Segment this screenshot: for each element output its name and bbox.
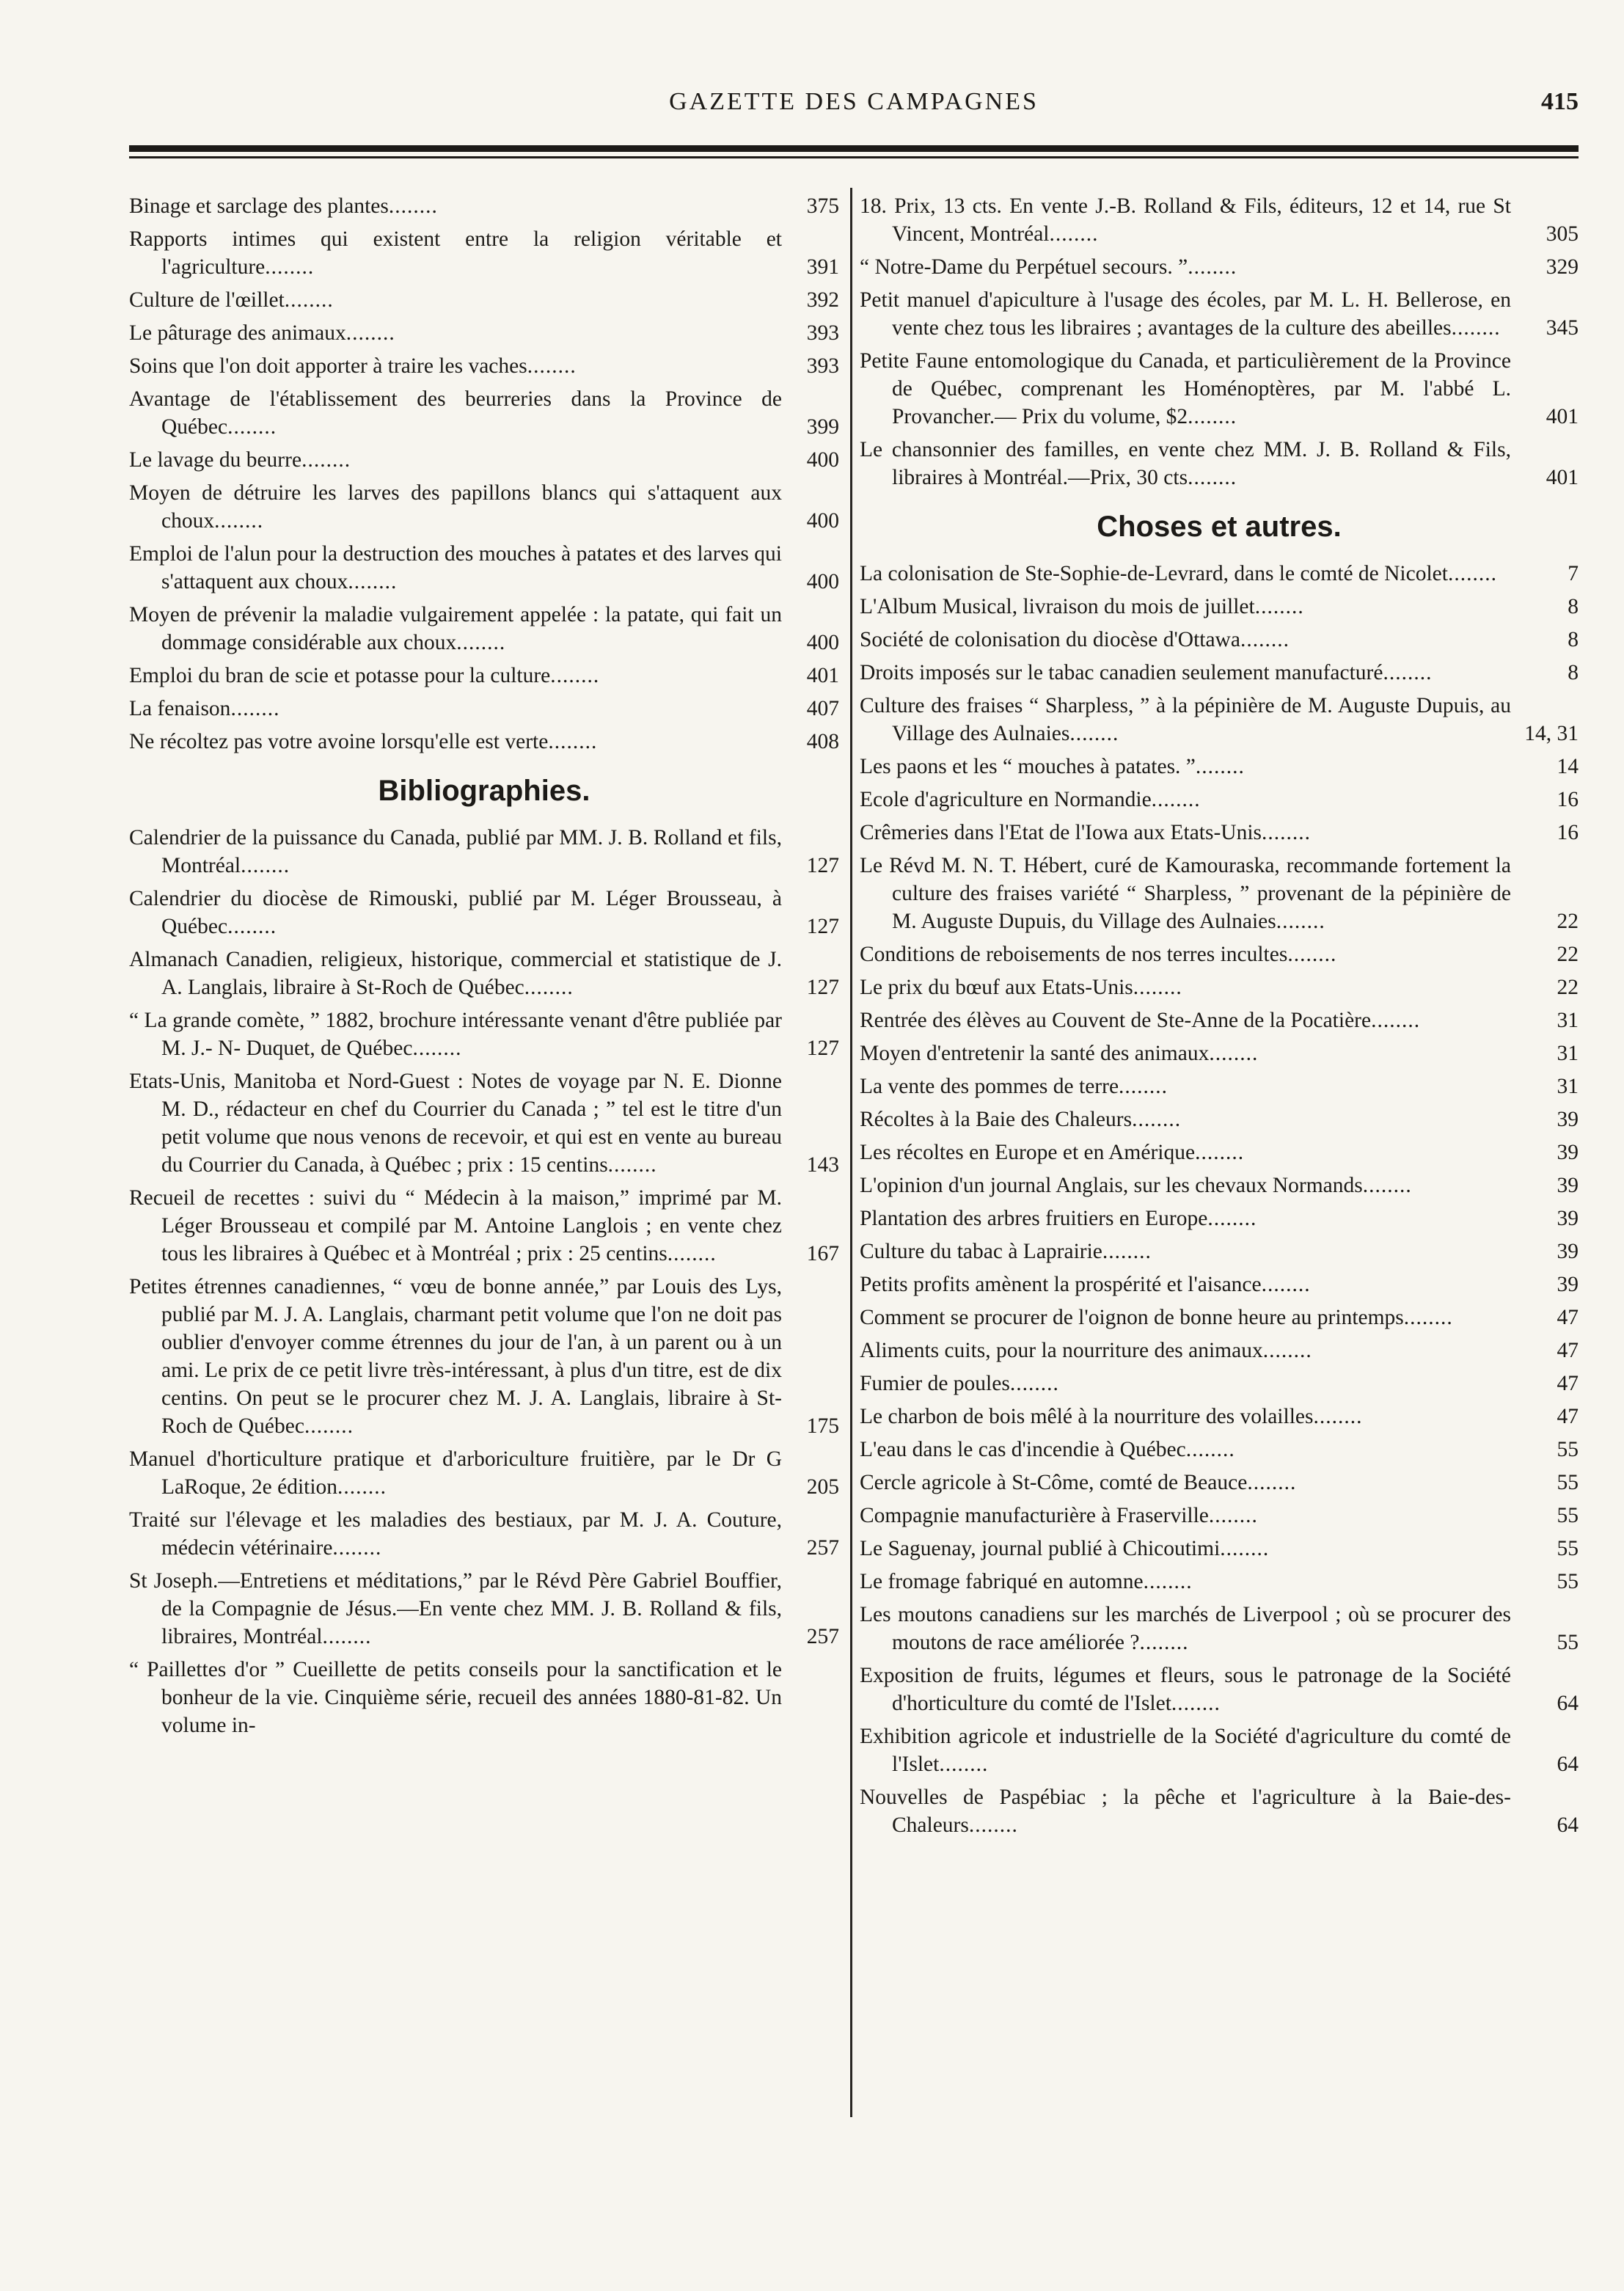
- entry-title: Recueil de recettes : suivi du “ Médecin à la maison,” imprimé par M. Léger Brousseau et compilé par M. Antoine Langlois ; en vente chez tous les libraires à Québec et à Montréal ; prix : 25 centins: [129, 1186, 782, 1265]
- entry-title: Petites étrennes canadiennes, “ vœu de bonne année,” par Louis des Lys, publié par M. J. A. Langlais, charmant petit volume que l'on ne doit pas oublier d'envoyer comme étrennes du jour de l'an, à un parent ou à un ami. Le prix de ce petit livre très-intéressant, à plus d'un titre, est de dix centins. On peut se le procurer chez M. J. A. Langlais, libraire à St-Roch de Québec: [129, 1275, 782, 1438]
- leader-dots: ........: [1254, 595, 1304, 618]
- entry-title: Rentrée des élèves au Couvent de Ste-Anne de la Pocatière: [860, 1009, 1372, 1032]
- index-entry: [129, 446, 839, 474]
- entry-page-number: 143: [806, 1153, 839, 1177]
- leader-dots: ........: [1371, 1009, 1421, 1032]
- leader-dots: ........: [1139, 1631, 1189, 1654]
- page-number: 415: [1541, 88, 1579, 115]
- entry-title: Culture de l'œillet: [129, 288, 285, 312]
- index-entry: [860, 1205, 1579, 1232]
- entry-page-number: 55: [1557, 1504, 1579, 1527]
- entry-title: Etats-Unis, Manitoba et Nord-Guest : Notes de voyage par N. E. Dionne M. D., rédacteur en chef du Courrier du Canada ; ” tel est le titre d'un petit volume que nous venons de recevoir, et qui est en vente au bureau du Courrier du Canada, à Québec ; prix : 15 centins: [129, 1070, 782, 1177]
- entry-title: Compagnie manufacturière à Fraserville: [860, 1504, 1209, 1527]
- leader-dots: ........: [227, 915, 277, 938]
- index-entry: [860, 1535, 1579, 1563]
- leader-dots: ........: [607, 1153, 657, 1177]
- index-entry: [860, 1039, 1579, 1067]
- index-entry: [129, 225, 839, 281]
- entry-page-number: 31: [1557, 1042, 1579, 1065]
- index-entry: [129, 728, 839, 756]
- index-entry: [860, 1568, 1579, 1596]
- entry-title: Avantage de l'établissement des beurreries dans la Province de Québec: [129, 387, 782, 439]
- entry-page-number: 8: [1568, 628, 1579, 651]
- index-entry: [860, 1073, 1579, 1100]
- leader-dots: ........: [1209, 1042, 1259, 1065]
- entry-page-number: 39: [1557, 1108, 1579, 1131]
- entry-page-number: 391: [806, 255, 839, 279]
- leader-dots: ........: [332, 1536, 382, 1560]
- entry-title: Calendrier du diocèse de Rimouski, publié par M. Léger Brousseau, à Québec: [129, 887, 782, 938]
- entry-page-number: 55: [1557, 1631, 1579, 1654]
- index-entry: [129, 479, 839, 535]
- leader-dots: ........: [1362, 1174, 1412, 1197]
- entry-title: Conditions de reboisements de nos terres incultes: [860, 943, 1288, 966]
- index-entry: [129, 695, 839, 723]
- index-entry: [860, 436, 1579, 492]
- entry-page-number: 47: [1557, 1306, 1579, 1329]
- index-entry: [860, 1403, 1579, 1430]
- leader-dots: ........: [265, 255, 315, 279]
- entry-page-number: 8: [1568, 661, 1579, 684]
- entry-page-number: 401: [806, 664, 839, 687]
- entry-page-number: 167: [806, 1242, 839, 1265]
- leader-dots: ........: [304, 1414, 354, 1438]
- entry-title: “ Paillettes d'or ” Cueillette de petits conseils pour la sanctification et le bonheur de la vie. Cinquième série, recueil des années 1880-81-82. Un volume in-: [129, 1658, 782, 1737]
- index-entry: [129, 946, 839, 1001]
- leader-dots: ........: [348, 570, 398, 593]
- entry-title: Ecole d'agriculture en Normandie: [860, 788, 1152, 811]
- entry-title: Exposition de fruits, légumes et fleurs, sous le patronage de la Société d'horticulture du comté de l'Islet: [860, 1664, 1511, 1715]
- entry-title: Le pâturage des animaux: [129, 321, 346, 345]
- index-entry: [860, 253, 1579, 281]
- entry-title: Cercle agricole à St-Côme, comté de Beauce: [860, 1471, 1248, 1494]
- entry-page-number: 127: [806, 1037, 839, 1060]
- entry-title: Petits profits amènent la prospérité et l'aisance: [860, 1273, 1262, 1296]
- entry-title: Moyen de prévenir la maladie vulgairement appelée : la patate, qui fait un dommage considérable aux choux: [129, 603, 782, 654]
- leader-dots: ........: [1133, 976, 1182, 999]
- entry-page-number: 47: [1557, 1339, 1579, 1362]
- leader-dots: ........: [337, 1475, 387, 1499]
- leader-dots: ........: [1185, 1438, 1235, 1461]
- entry-title: Aliments cuits, pour la nourriture des animaux: [860, 1339, 1263, 1362]
- entry-title: Le Saguenay, journal publié à Chicoutimi: [860, 1537, 1221, 1560]
- entry-page-number: 22: [1557, 943, 1579, 966]
- entry-title: “ La grande comète, ” 1882, brochure intéressante venant d'être publiée par M. J.- N- Duquet, de Québec: [129, 1009, 782, 1060]
- entry-page-number: 393: [806, 354, 839, 378]
- entry-title: Les récoltes en Europe et en Amérique: [860, 1141, 1196, 1164]
- index-entry: [129, 601, 839, 657]
- entry-title: Culture des fraises “ Sharpless, ” à la pépinière de M. Auguste Dupuis, au Village des Aulnaies: [860, 694, 1511, 745]
- entry-title: Ne récoltez pas votre avoine lorsqu'elle est verte: [129, 730, 549, 753]
- entry-page-number: 400: [806, 631, 839, 654]
- index-entry: [860, 1601, 1579, 1656]
- leader-dots: ........: [1188, 466, 1237, 489]
- entry-page-number: 399: [806, 415, 839, 439]
- leader-dots: ........: [1102, 1240, 1152, 1263]
- leader-dots: ........: [1261, 1273, 1311, 1296]
- index-entry: [860, 1106, 1579, 1133]
- leader-dots: ........: [548, 730, 598, 753]
- index-entry: [860, 786, 1579, 814]
- entry-page-number: 31: [1557, 1075, 1579, 1098]
- entry-title: La vente des pommes de terre: [860, 1075, 1119, 1098]
- entry-title: Exhibition agricole et industrielle de la Société d'agriculture du comté de l'Islet: [860, 1725, 1511, 1776]
- entry-page-number: 47: [1557, 1405, 1579, 1428]
- entry-title: Manuel d'horticulture pratique et d'arboriculture fruitière, par le Dr G LaRoque, 2e édition: [129, 1447, 782, 1499]
- index-entry: [860, 659, 1579, 687]
- entry-page-number: 55: [1557, 1570, 1579, 1593]
- running-title: GAZETTE DES CAMPAGNES: [669, 88, 1039, 115]
- entry-title: Nouvelles de Paspébiac ; la pêche et l'agriculture à la Baie-des-Chaleurs: [860, 1786, 1511, 1837]
- right-column: [860, 192, 1579, 1844]
- entry-page-number: 175: [806, 1414, 839, 1438]
- leader-dots: ........: [550, 664, 600, 687]
- bibliographies-heading: Bibliographies.: [378, 775, 590, 807]
- index-entry: [129, 1006, 839, 1062]
- entry-page-number: 14, 31: [1524, 722, 1579, 745]
- index-entry: [860, 192, 1579, 248]
- entry-title: Le charbon de bois mêlé à la nourriture des volailles: [860, 1405, 1314, 1428]
- entry-title: Les paons et les “ mouches à patates. ”: [860, 755, 1196, 778]
- leader-dots: ........: [1049, 222, 1099, 246]
- leader-dots: ........: [214, 509, 264, 533]
- index-entry: [129, 1506, 839, 1562]
- leader-dots: ........: [388, 194, 438, 218]
- index-entry: [129, 1567, 839, 1651]
- leader-dots: ........: [227, 415, 277, 439]
- leader-dots: ........: [456, 631, 506, 654]
- entry-page-number: 22: [1557, 976, 1579, 999]
- entry-title: L'eau dans le cas d'incendie à Québec: [860, 1438, 1186, 1461]
- index-entry: [129, 1445, 839, 1501]
- leader-dots: ........: [322, 1625, 372, 1648]
- index-entry: [860, 940, 1579, 968]
- entry-title: Récoltes à la Baie des Chaleurs: [860, 1108, 1133, 1131]
- bibliographies-list-left: [129, 824, 839, 1739]
- entry-page-number: 305: [1546, 222, 1579, 246]
- entry-page-number: 400: [806, 448, 839, 472]
- entry-title: Plantation des arbres fruitiers en Europe: [860, 1207, 1208, 1230]
- choses-heading: Choses et autres.: [1097, 511, 1342, 543]
- entry-page-number: 16: [1557, 821, 1579, 844]
- leader-dots: ........: [968, 1813, 1018, 1837]
- index-entry: [860, 1469, 1579, 1497]
- index-entry: [129, 885, 839, 940]
- index-entry: [860, 1722, 1579, 1778]
- entry-title: “ Notre-Dame du Perpétuel secours. ”: [860, 255, 1188, 279]
- entry-page-number: 39: [1557, 1240, 1579, 1263]
- entry-title: Comment se procurer de l'oignon de bonne heure au printemps: [860, 1306, 1404, 1329]
- leader-dots: ........: [1208, 1504, 1258, 1527]
- index-entry: [129, 286, 839, 314]
- entry-title: Traité sur l'élevage et les maladies des bestiaux, par M. J. A. Couture, médecin vétérinaire: [129, 1508, 782, 1560]
- leader-dots: ........: [1171, 1692, 1221, 1715]
- entry-title: La colonisation de Ste-Sophie-de-Levrard, dans le comté de Nicolet: [860, 562, 1448, 585]
- leader-dots: ........: [1195, 755, 1245, 778]
- entry-page-number: 127: [806, 915, 839, 938]
- entry-title: Société de colonisation du diocèse d'Ottawa: [860, 628, 1240, 651]
- leader-dots: ........: [1383, 661, 1433, 684]
- leader-dots: ........: [1143, 1570, 1193, 1593]
- index-entry: [860, 1006, 1579, 1034]
- entry-page-number: 401: [1546, 405, 1579, 428]
- entry-title: Les moutons canadiens sur les marchés de Liverpool ; où se procurer des moutons de race améliorée ?: [860, 1603, 1511, 1654]
- index-entry: [129, 385, 839, 441]
- entry-page-number: 257: [806, 1625, 839, 1648]
- leader-dots: ........: [1287, 943, 1337, 966]
- leader-dots: ........: [1276, 910, 1325, 933]
- entry-title: L'Album Musical, livraison du mois de juillet: [860, 595, 1255, 618]
- leader-dots: ........: [1403, 1306, 1453, 1329]
- entry-page-number: 55: [1557, 1471, 1579, 1494]
- index-entry: [860, 560, 1579, 588]
- header-rule-thick: [129, 145, 1579, 152]
- entry-page-number: 47: [1557, 1372, 1579, 1395]
- index-entry: [860, 347, 1579, 431]
- index-entry: [860, 819, 1579, 847]
- entry-title: Emploi du bran de scie et potasse pour la culture: [129, 664, 551, 687]
- entry-title: L'opinion d'un journal Anglais, sur les chevaux Normands: [860, 1174, 1363, 1197]
- entry-page-number: 64: [1557, 1753, 1579, 1776]
- entry-title: Binage et sarclage des plantes: [129, 194, 389, 218]
- index-entry: [860, 852, 1579, 935]
- index-entry: [860, 286, 1579, 342]
- entry-title: Crêmeries dans l'Etat de l'Iowa aux Etats-Unis: [860, 821, 1262, 844]
- index-entry: [129, 1067, 839, 1179]
- index-entry: [860, 626, 1579, 654]
- entry-page-number: 127: [806, 976, 839, 999]
- entry-page-number: 39: [1557, 1174, 1579, 1197]
- entry-page-number: 55: [1557, 1438, 1579, 1461]
- entry-title: Le fromage fabriqué en automne: [860, 1570, 1144, 1593]
- entry-title: Fumier de poules: [860, 1372, 1010, 1395]
- entry-title: Le prix du bœuf aux Etats-Unis: [860, 976, 1133, 999]
- entry-page-number: 127: [806, 854, 839, 877]
- index-entry: [860, 1139, 1579, 1166]
- index-entry: [860, 1172, 1579, 1199]
- index-entry: [860, 1304, 1579, 1331]
- entry-page-number: 393: [806, 321, 839, 345]
- entry-page-number: 257: [806, 1536, 839, 1560]
- entry-title: Le chansonnier des familles, en vente chez MM. J. B. Rolland & Fils, libraires à Montréal.—Prix, 30 cts: [860, 438, 1511, 489]
- leader-dots: ........: [1188, 255, 1237, 279]
- entry-title: Soins que l'on doit apporter à traire les vaches: [129, 354, 527, 378]
- entry-page-number: 39: [1557, 1207, 1579, 1230]
- entry-title: Culture du tabac à Laprairie: [860, 1240, 1102, 1263]
- index-entry: [860, 1502, 1579, 1530]
- index-entry: [129, 1656, 839, 1739]
- entry-page-number: 14: [1557, 755, 1579, 778]
- leader-dots: ........: [1119, 1075, 1168, 1098]
- entry-page-number: 8: [1568, 595, 1579, 618]
- entry-page-number: 400: [806, 509, 839, 533]
- header-rule-thin: [129, 156, 1579, 158]
- leader-dots: ........: [284, 288, 334, 312]
- entry-title: La fenaison: [129, 697, 231, 720]
- entry-page-number: 39: [1557, 1273, 1579, 1296]
- entry-page-number: 31: [1557, 1009, 1579, 1032]
- leader-dots: ........: [230, 697, 280, 720]
- entry-page-number: 408: [806, 730, 839, 753]
- leader-dots: ........: [1240, 628, 1290, 651]
- leader-dots: ........: [1009, 1372, 1059, 1395]
- entry-title: Rapports intimes qui existent entre la religion véritable et l'agriculture: [129, 227, 782, 279]
- entry-page-number: 7: [1568, 562, 1579, 585]
- entry-title: Le Révd M. N. T. Hébert, curé de Kamouraska, recommande fortement la culture des fraises variété “ Sharpless, ” provenant de la pépinière de M. Auguste Dupuis, du Village des Aulnaies: [860, 854, 1511, 933]
- leader-dots: ........: [1151, 788, 1201, 811]
- agriculture-index-list: [129, 192, 839, 756]
- entry-title: Moyen d'entretenir la santé des animaux: [860, 1042, 1210, 1065]
- entry-page-number: 329: [1546, 255, 1579, 279]
- index-entry: [860, 753, 1579, 781]
- index-entry: [129, 540, 839, 596]
- entry-page-number: 55: [1557, 1537, 1579, 1560]
- leader-dots: ........: [1447, 562, 1497, 585]
- index-entry: [860, 1337, 1579, 1364]
- index-entry: [129, 192, 839, 220]
- entry-title: 18. Prix, 13 cts. En vente J.-B. Rolland & Fils, éditeurs, 12 et 14, rue St Vincent, Montréal: [860, 194, 1511, 246]
- index-entry: [860, 973, 1579, 1001]
- index-entry: [129, 1184, 839, 1268]
- leader-dots: ........: [1313, 1405, 1363, 1428]
- index-entry: [860, 1436, 1579, 1464]
- leader-dots: ........: [1069, 722, 1119, 745]
- index-entry: [860, 692, 1579, 748]
- entry-page-number: 400: [806, 570, 839, 593]
- left-column: [129, 192, 839, 1744]
- leader-dots: ........: [527, 354, 577, 378]
- leader-dots: ........: [524, 976, 574, 999]
- index-entry: [860, 1271, 1579, 1298]
- index-entry: [129, 352, 839, 380]
- index-entry: [129, 1273, 839, 1440]
- leader-dots: ........: [1220, 1537, 1270, 1560]
- entry-title: Almanach Canadien, religieux, historique, commercial et statistique de J. A. Langlais, libraire à St-Roch de Québec: [129, 948, 782, 999]
- index-entry: [860, 1783, 1579, 1839]
- leader-dots: ........: [939, 1753, 989, 1776]
- entry-page-number: 64: [1557, 1813, 1579, 1837]
- leader-dots: ........: [412, 1037, 462, 1060]
- entry-page-number: 205: [806, 1475, 839, 1499]
- entry-title: Moyen de détruire les larves des papillons blancs qui s'attaquent aux choux: [129, 481, 782, 533]
- entry-title: Le lavage du beurre: [129, 448, 302, 472]
- index-entry: [129, 319, 839, 347]
- leader-dots: ........: [1262, 1339, 1312, 1362]
- leader-dots: ........: [1451, 316, 1501, 340]
- column-divider: [850, 188, 852, 2117]
- index-entry: [860, 1238, 1579, 1265]
- entry-title: St Joseph.—Entretiens et méditations,” par le Révd Père Gabriel Bouffier, de la Compagnie de Jésus.—En vente chez MM. J. B. Rolland & fils, libraires, Montréal: [129, 1569, 782, 1648]
- leader-dots: ........: [1207, 1207, 1257, 1230]
- entry-page-number: 392: [806, 288, 839, 312]
- entry-page-number: 345: [1546, 316, 1579, 340]
- leader-dots: ........: [667, 1242, 717, 1265]
- entry-title: Petite Faune entomologique du Canada, et particulièrement de la Province de Québec, comprenant les Homénoptères, par M. l'abbé L. Provancher.— Prix du volume, $2: [860, 349, 1511, 428]
- leader-dots: ........: [1132, 1108, 1182, 1131]
- entry-page-number: 64: [1557, 1692, 1579, 1715]
- entry-title: Droits imposés sur le tabac canadien seulement manufacturé: [860, 661, 1383, 684]
- index-entry: [860, 1662, 1579, 1717]
- leader-dots: ........: [301, 448, 351, 472]
- entry-title: Petit manuel d'apiculture à l'usage des écoles, par M. L. H. Bellerose, en vente chez tous les libraires ; avantages de la culture des abeilles: [860, 288, 1511, 340]
- leader-dots: ........: [241, 854, 290, 877]
- entry-page-number: 401: [1546, 466, 1579, 489]
- index-entry: [860, 1370, 1579, 1397]
- index-entry: [129, 824, 839, 880]
- choses-list: [860, 560, 1579, 1839]
- leader-dots: ........: [1195, 1141, 1245, 1164]
- entry-title: Emploi de l'alun pour la destruction des mouches à patates et des larves qui s'attaquent aux choux: [129, 542, 782, 593]
- leader-dots: ........: [345, 321, 395, 345]
- index-entry: [860, 593, 1579, 621]
- bibliographies-list-right: [860, 192, 1579, 492]
- leader-dots: ........: [1262, 821, 1312, 844]
- entry-page-number: 39: [1557, 1141, 1579, 1164]
- entry-page-number: 22: [1557, 910, 1579, 933]
- entry-page-number: 16: [1557, 788, 1579, 811]
- entry-page-number: 407: [806, 697, 839, 720]
- index-entry: [129, 662, 839, 690]
- entry-title: Calendrier de la puissance du Canada, publié par MM. J. B. Rolland et fils, Montréal: [129, 826, 782, 877]
- entry-page-number: 375: [806, 194, 839, 218]
- leader-dots: ........: [1188, 405, 1237, 428]
- page-header: [129, 88, 1579, 132]
- leader-dots: ........: [1247, 1471, 1297, 1494]
